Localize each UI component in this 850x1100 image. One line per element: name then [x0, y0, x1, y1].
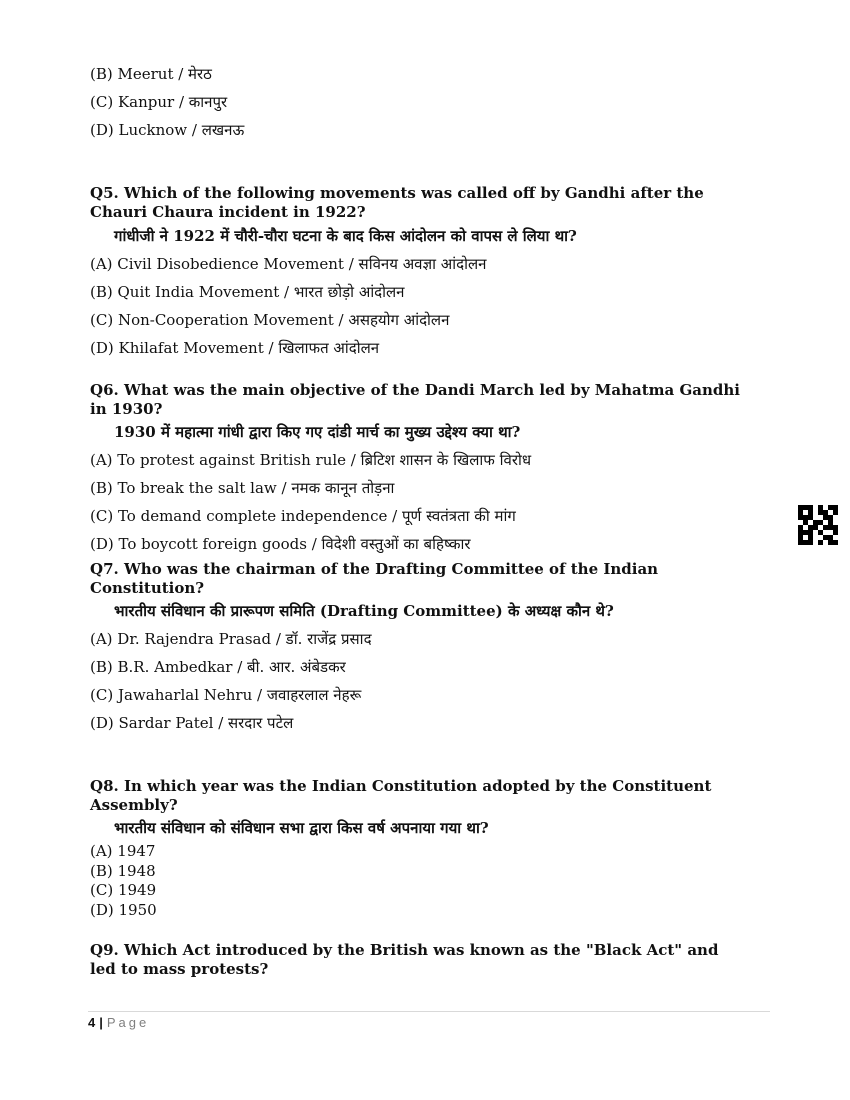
option-item: (D) Khilafat Movement / खिलाफत आंदोलन	[90, 339, 380, 357]
option-item: (C) Non-Cooperation Movement / असहयोग आंदोलन	[90, 311, 450, 329]
qr-code-icon	[798, 505, 838, 545]
question-hindi: भारतीय संविधान की प्रारूपण समिति (Drafting Committee) के अध्यक्ष कौन थे?	[114, 602, 614, 620]
option-item: (D) Lucknow / लखनऊ	[90, 121, 245, 139]
question-6	[90, 381, 740, 558]
option-item: (D) Sardar Patel / सरदार पटेल	[90, 714, 294, 732]
option-item: (B) Meerut / मेरठ	[90, 65, 212, 83]
question-title: Q9. Which Act introduced by the British was known as the "Black Act" and led to mass protests?	[90, 941, 719, 978]
option-item: (D) To boycott foreign goods / विदेशी वस्तुओं का बहिष्कार	[90, 535, 471, 553]
question-title: Q6. What was the main objective of the Dandi March led by Mahatma Gandhi in 1930?	[90, 381, 740, 418]
option-item: (B) B.R. Ambedkar / बी. आर. अंबेडकर	[90, 658, 346, 676]
page-number: 4	[88, 1015, 96, 1030]
option-item: (D) 1950	[90, 900, 157, 919]
option-item: (A) Dr. Rajendra Prasad / डॉ. राजेंद्र प्रसाद	[90, 630, 372, 648]
question-title: Q5. Which of the following movements was called off by Gandhi after the Chauri Chaura incident in 1922?	[90, 184, 704, 221]
option-item: (C) Kanpur / कानपुर	[90, 93, 228, 111]
question-hindi: गांधीजी ने 1922 में चौरी-चौरा घटना के बाद किस आंदोलन को वापस ले लिया था?	[114, 227, 577, 245]
footer-separator: |	[99, 1015, 103, 1030]
question-title: Q7. Who was the chairman of the Drafting Committee of the Indian Constitution?	[90, 560, 659, 597]
option-item: (C) Jawaharlal Nehru / जवाहरलाल नेहरू	[90, 686, 362, 704]
option-item: (C) 1949	[90, 881, 157, 899]
previous-question-options	[90, 60, 690, 144]
option-item: (A) 1947	[90, 842, 156, 860]
question-title: Q8. In which year was the Indian Constitution adopted by the Constituent Assembly?	[90, 777, 712, 814]
option-item: (B) Quit India Movement / भारत छोड़ो आंदोलन	[90, 283, 405, 301]
question-5	[90, 184, 740, 362]
question-hindi: भारतीय संविधान को संविधान सभा द्वारा किस वर्ष अपनाया गया था?	[114, 819, 489, 837]
question-hindi: 1930 में महात्मा गांधी द्वारा किए गए दांडी मार्च का मुख्य उद्देश्य क्या था?	[114, 423, 521, 441]
page-footer	[88, 1015, 149, 1030]
question-7	[90, 560, 740, 737]
footer-divider	[88, 1011, 770, 1012]
page-label: Page	[106, 1015, 150, 1030]
option-item: (B) To break the salt law / नमक कानून तोड़ना	[90, 479, 395, 497]
option-item: (B) 1948	[90, 861, 156, 880]
option-item: (C) To demand complete independence / पूर्ण स्वतंत्रता की मांग	[90, 507, 516, 525]
question-9	[90, 941, 740, 979]
question-8	[90, 777, 740, 920]
option-item: (A) Civil Disobedience Movement / सविनय अवज्ञा आंदोलन	[90, 255, 487, 273]
option-item: (A) To protest against British rule / ब्रिटिश शासन के खिलाफ विरोध	[90, 451, 532, 469]
